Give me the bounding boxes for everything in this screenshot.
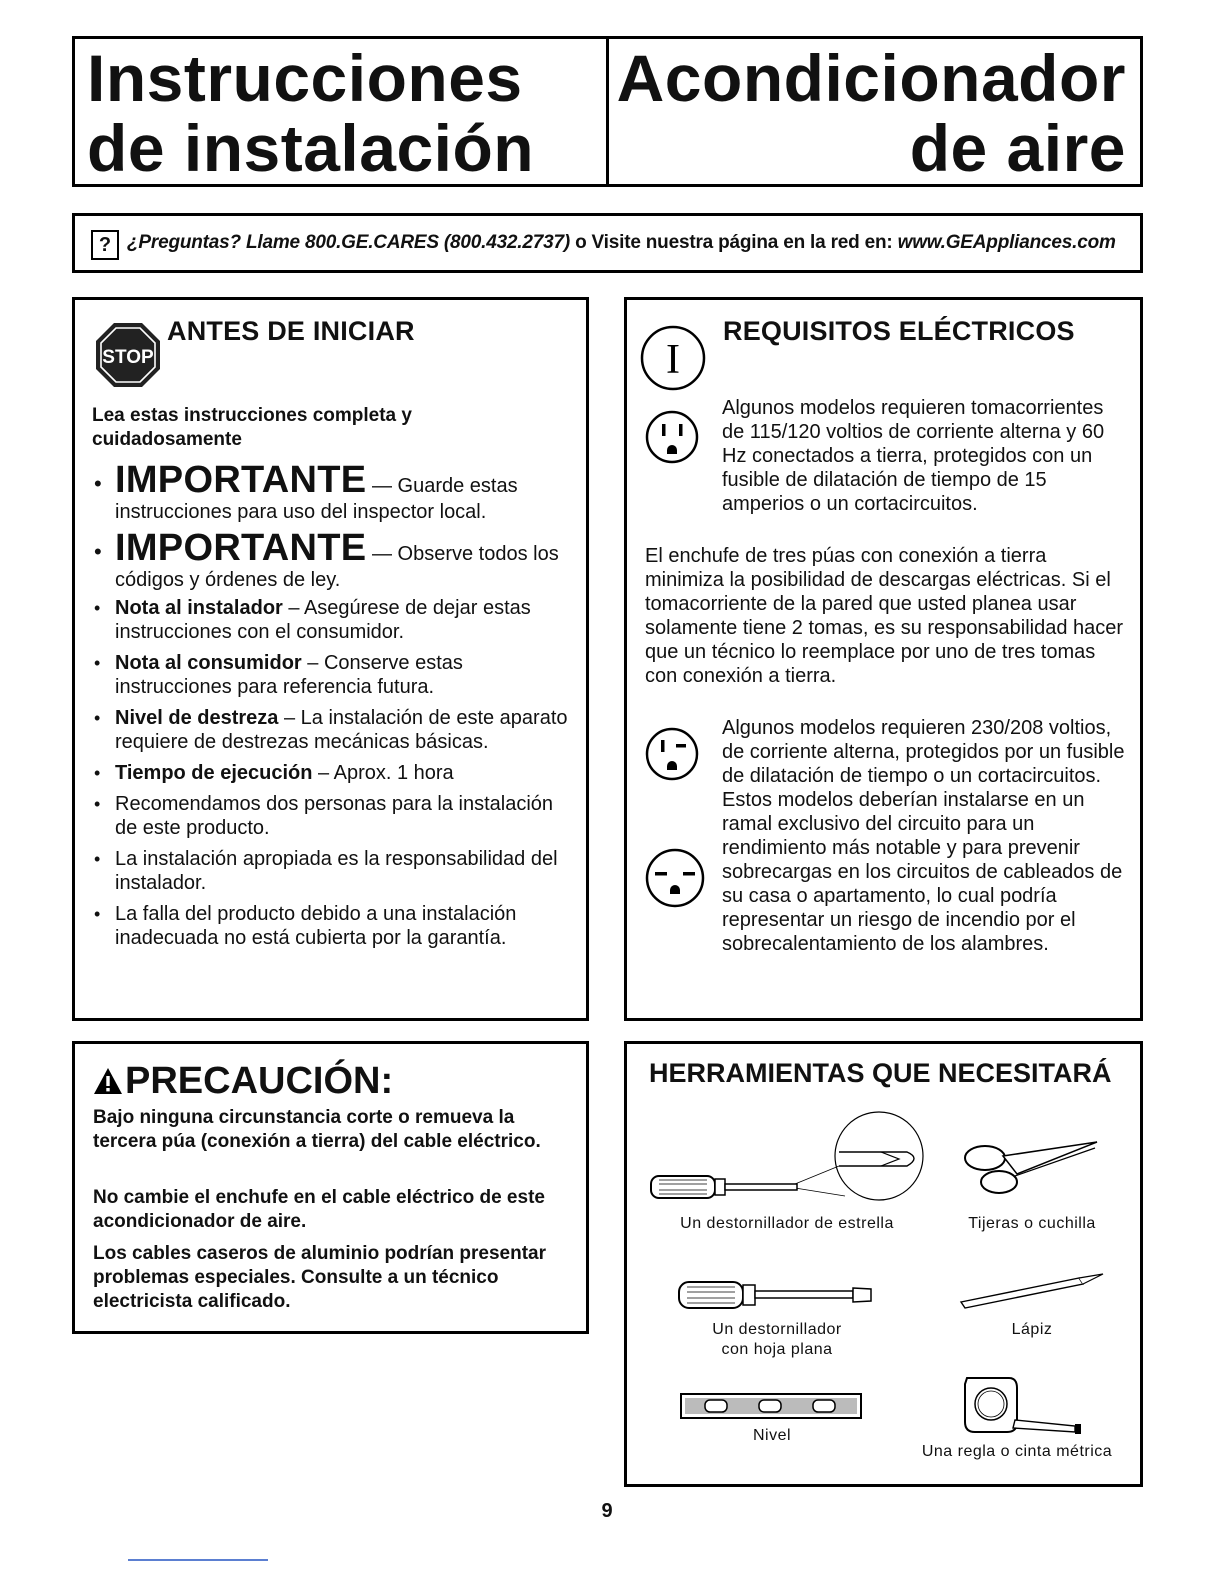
question-icon: ?	[91, 230, 119, 260]
requisitos-title: REQUISITOS ELÉCTRICOS	[723, 316, 1075, 346]
svg-text:STOP: STOP	[102, 347, 154, 368]
outlet-115v-icon	[643, 408, 701, 466]
tool-caption-level: Nivel	[752, 1427, 792, 1444]
list-item: • Nota al instalador – Asegúrese de dejar estas instrucciones con el consumidor.	[92, 596, 572, 644]
tool-caption-pencil: Lápiz	[1011, 1321, 1053, 1338]
title-right-line1: Acondicionador	[616, 41, 1126, 115]
precaucion-panel	[72, 1041, 589, 1334]
precaucion-p1: Bajo ninguna circunstancia corte o remueva la tercera púa (conexión a tierra) del cable eléctrico.	[93, 1107, 541, 1152]
precaucion-p3: Los cables caseros de aluminio podrían presentar problemas especiales. Consulte a un técnico electricista calificado.	[93, 1243, 546, 1312]
antes-de-iniciar-panel	[72, 297, 589, 1021]
list-item: • Nivel de destreza – La instalación de este aparato requiere de destrezas mecánicas básicas.	[92, 706, 572, 754]
level-icon	[679, 1388, 865, 1424]
precaucion-p2: No cambie el enchufe en el cable eléctrico de este acondicionador de aire.	[93, 1187, 545, 1232]
svg-text:I: I	[666, 337, 680, 383]
title-left-line1: Instrucciones	[87, 41, 523, 115]
questions-bar	[72, 213, 1143, 273]
tool-caption-flat: Un destornillador con hoja plana	[712, 1321, 842, 1358]
requisitos-electricos-panel	[624, 297, 1143, 1021]
list-item: • La instalación apropiada es la responsabilidad del instalador.	[92, 847, 572, 895]
precaucion-title: PRECAUCIÓN:	[125, 1060, 394, 1102]
title-right-line2: de aire	[909, 111, 1126, 185]
list-item: • IMPORTANTE — Observe todos los códigos y órdenes de ley.	[92, 528, 572, 592]
title-acondicionador	[617, 43, 1126, 183]
stop-sign-icon	[95, 322, 161, 388]
antes-title: ANTES DE INICIAR	[167, 316, 415, 346]
questions-phone: ¿Preguntas? Llame 800.GE.CARES (800.432.2737)	[127, 232, 570, 253]
warning-triangle-icon	[93, 1067, 123, 1095]
list-item: • La falla del producto debido a una instalación inadecuada no está cubierta por la garantía.	[92, 902, 572, 950]
antes-list	[92, 460, 572, 957]
requisitos-p3: Algunos modelos requieren 230/208 voltios, de corriente alterna, protegidos por un fusible de dilatación de tiempo o un cortacircuitos. Estos modelos deberían instalarse en un ramal exclusivo del circuito para un rendimiento más notable y para prevenir sobrecargas en los circuitos de cableados de su casa o apartamento, lo cual podría representar un riesgo de incendio por el sobrecalentamiento de los alambres.	[722, 717, 1125, 955]
list-item: • Tiempo de ejecución – Aprox. 1 hora	[92, 761, 572, 785]
herramientas-panel	[624, 1041, 1143, 1487]
questions-text	[127, 232, 1116, 254]
requisitos-p1: Algunos modelos requieren tomacorrientes de 115/120 voltios de corriente alterna y 60 Hz conectados a tierra, protegidos con un fusible de dilatación de tiempo de 15 amperios o un cortacircuitos.	[722, 397, 1105, 515]
outlet-208v-icon	[643, 846, 707, 910]
questions-url-link[interactable]: www.GEAppliances.com	[897, 232, 1116, 253]
antes-lead: Lea estas instrucciones completa y cuidadosamente	[92, 405, 412, 450]
flat-screwdriver-icon	[677, 1274, 877, 1318]
tool-caption-scissors: Tijeras o cuchilla	[968, 1215, 1096, 1232]
phillips-screwdriver-icon	[649, 1108, 929, 1218]
herramientas-title: HERRAMIENTAS QUE NECESITARÁ	[649, 1058, 1112, 1088]
requisitos-p2: El enchufe de tres púas con conexión a tierra minimiza la posibilidad de descargas eléctricas. Si el tomacorriente de la pared que usted planea usar solamente tiene 2 tomas, es su responsabilidad hacer que un técnico lo reemplace por uno de tres tomas con conexión a tierra.	[645, 545, 1124, 687]
pencil-icon	[957, 1272, 1107, 1312]
page-header	[72, 36, 1143, 187]
title-instrucciones	[87, 43, 534, 183]
header-divider	[606, 39, 609, 184]
list-item: • Nota al consumidor – Conserve estas instrucciones para referencia futura.	[92, 651, 572, 699]
questions-middle: o Visite nuestra página en la red en:	[569, 232, 898, 253]
tool-caption-tape: Una regla o cinta métrica	[921, 1443, 1113, 1460]
tool-caption-phillips: Un destornillador de estrella	[680, 1215, 894, 1232]
list-item: • Recomendamos dos personas para la instalación de este producto.	[92, 792, 572, 840]
scissors-icon	[957, 1134, 1107, 1204]
title-left-line2: de instalación	[87, 111, 535, 185]
footer-line	[128, 1559, 268, 1561]
page-number: 9	[601, 1500, 613, 1522]
precaucion-heading	[93, 1060, 393, 1103]
outlet-230v-icon	[643, 725, 701, 783]
tape-measure-icon	[957, 1370, 1097, 1440]
info-icon	[639, 324, 707, 392]
list-item: • IMPORTANTE — Guarde estas instrucciones para uso del inspector local.	[92, 460, 572, 524]
